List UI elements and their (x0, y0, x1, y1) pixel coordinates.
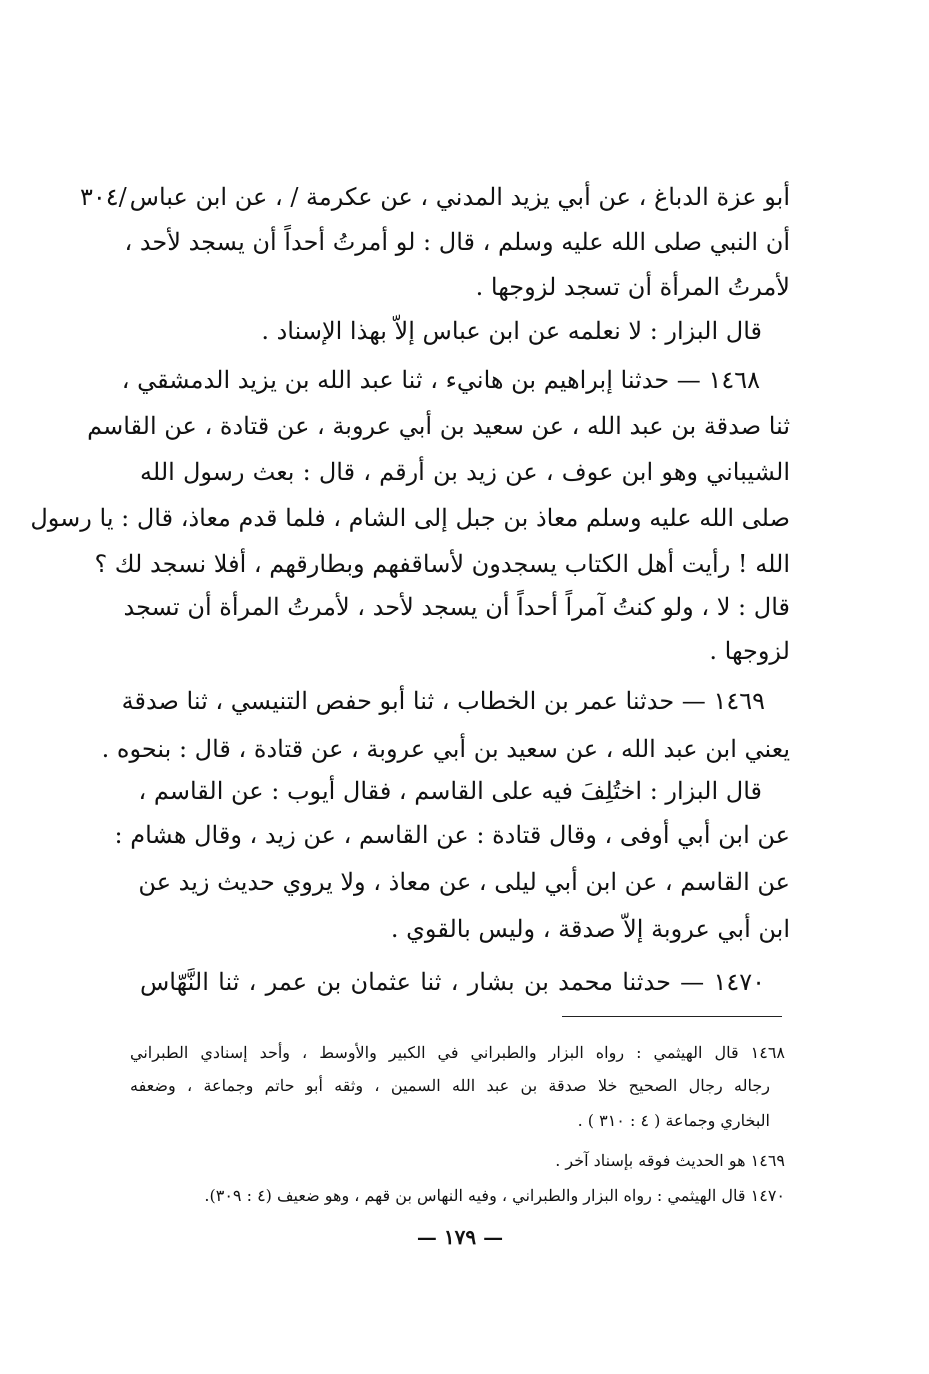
text-line-7: الشيباني وهو ابن عوف ، عن زيد بن أرقم ، قال : بعث رسول الله (140, 458, 790, 486)
text-line-2: أن النبي صلى الله عليه وسلم ، قال : لو أمرتُ أحداً أن يسجد لأحد ، (124, 228, 790, 256)
footnote-line-3: البخاري وجماعة ( ٤ : ٣١٠ ) . (577, 1111, 770, 1130)
text-line-12: ١٤٦٩ — حدثنا عمر بن الخطاب ، ثنا أبو حفص التنيسي ، ثنا صدقة (121, 687, 765, 715)
text-line-1: أبو عزة الدباغ ، عن أبي يزيد المدني ، عن عكرمة / ، عن ابن عباس (129, 183, 790, 211)
page-number: — ١٧٩ — (416, 1225, 504, 1249)
footnote-line-2: رجاله رجال الصحيح خلا صدقة بن عبد الله السمين ، وثقه أبو حاتم وجماعة ، وضعفه (130, 1076, 770, 1095)
text-line-9: الله ! رأيت أهل الكتاب يسجدون لأساقفهم وبطارقهم ، أفلا نسجد لك ؟ (94, 550, 790, 578)
text-line-11: لزوجها . (709, 637, 790, 665)
text-line-14: قال البزار : اختُلِفَ فيه على القاسم ، فقال أيوب : عن القاسم ، (138, 777, 762, 805)
footnote-line-5: ١٤٧٠ قال الهيثمي : رواه البزار والطبراني ، وفيه النهاس بن قهم ، وهو ضعيف (٤ : ٣٠٩). (204, 1186, 785, 1205)
text-line-4: قال البزار : لا نعلمه عن ابن عباس إلاّ بهذا الإسناد . (261, 317, 762, 345)
text-line-13: يعني ابن عبد الله ، عن سعيد بن أبي عروبة ، عن قتادة ، قال : بنحوه . (101, 735, 790, 763)
text-line-15: عن ابن أبي أوفى ، وقال قتادة : عن القاسم ، عن زيد ، وقال هشام : (114, 821, 790, 849)
footnote-separator (562, 1016, 782, 1017)
text-line-6: ثنا صدقة بن عبد الله ، عن سعيد بن أبي عروبة ، عن قتادة ، عن القاسم (87, 412, 790, 440)
text-line-8: صلى الله عليه وسلم معاذ بن جبل إلى الشام ، فلما قدم معاذ، قال : يا رسول (30, 504, 790, 532)
text-line-16: عن القاسم ، عن ابن أبي ليلى ، عن معاذ ، ولا يروي حديث زيد عن (138, 868, 790, 896)
text-line-3: لأمرتُ المرأة أن تسجد لزوجها . (475, 273, 790, 301)
text-line-17: ابن أبي عروبة إلاّ صدقة ، وليس بالقوي . (390, 915, 790, 943)
text-line-5: ١٤٦٨ — حدثنا إبراهيم بن هانيء ، ثنا عبد الله بن يزيد الدمشقي ، (121, 366, 760, 394)
margin-page-reference: /٣٠٤ (80, 183, 127, 211)
footnote-line-4: ١٤٦٩ هو الحديث فوقه بإسناد آخر . (555, 1151, 785, 1170)
text-line-10: قال : لا ، ولو كنتُ آمراً أحداً أن يسجد لأحد ، لأمرتُ المرأة أن تسجد (123, 593, 790, 621)
footnote-line-1: ١٤٦٨ قال الهيثمي : رواه البزار والطبراني في الكبير والأوسط ، وأحد إسنادي الطبراني (130, 1043, 785, 1062)
text-line-18: ١٤٧٠ — حدثنا محمد بن بشار ، ثنا عثمان بن عمر ، ثنا النَّهّاس (140, 968, 765, 996)
